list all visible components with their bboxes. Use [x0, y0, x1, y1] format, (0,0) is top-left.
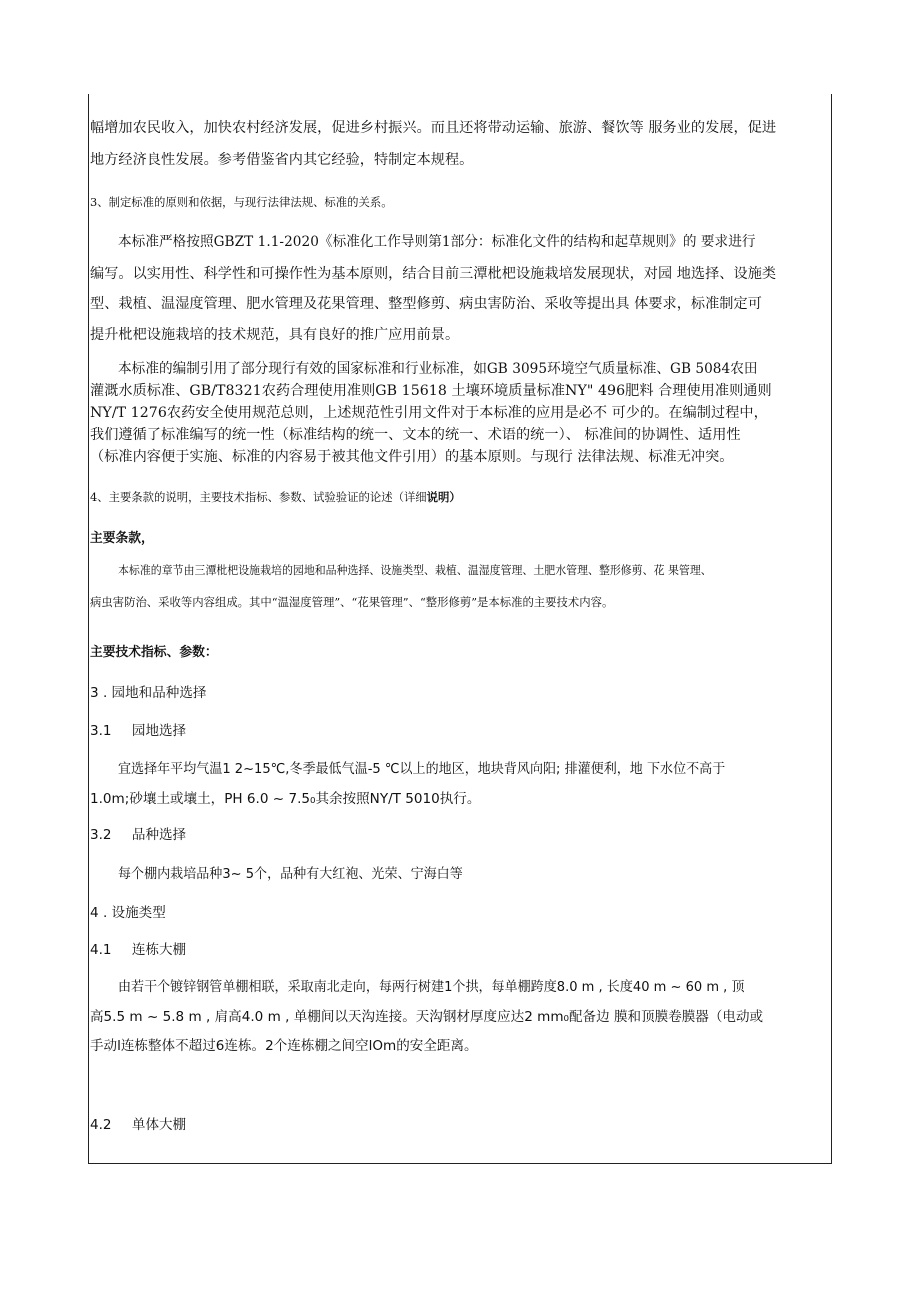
table-frame [88, 94, 832, 1164]
item-4-2-title: 单体大棚 [131, 1117, 187, 1133]
intro-line-1: 幅增加农民收入，加快农村经济发展，促进乡村振兴。而且还将带动运输、旅游、餐饮等 服务业的发展，促进 [90, 120, 777, 136]
clauses-text-line-2: 病虫害防治、采收等内容组成。其中“温湿度管理”、“花果管理”、“整形修剪”是本标准的主要技术内容。 [90, 595, 614, 609]
clauses-text-line-1: 本标准的章节由三潭枇杷设施栽培的园地和品种选择、设施类型、栽植、温湿度管理、土肥水管理、整形修剪、花 果管理、 [118, 563, 712, 577]
section-3-p2-line-4: 我们遵循了标准编写的统一性（标准结构的统一、文本的统一、术语的统一）、 标准间的协调性、适用性 [90, 427, 741, 443]
item-4-num: 4 [90, 905, 99, 921]
section-3-p1-line-2: 编写。以实用性、科学性和可操作性为基本原则，结合目前三潭枇杷设施栽培发展现状，对园 地选择、设施类 [90, 266, 777, 282]
section-4-heading [90, 489, 830, 505]
clauses-label: 主要条款， [90, 531, 154, 546]
item-4-2-num: 4.2 [90, 1117, 112, 1133]
section-3-p2-line-3: NY/T 1276农药安全使用规范总则，上述规范性引用文件对于本标准的应用是必不 可少的。在编制过程中， [90, 405, 768, 421]
section-3-heading: 3、制定标准的原则和依据，与现行法律法规、标准的关系。 [90, 195, 393, 209]
item-4-1-text-line-2: 高5.5 m ~ 5.8 m , 肩高4.0 m , 单棚间以天沟连接。天沟钢材厚度应达2 mm₀配备边 膜和顶膜卷膜器（电动或 [90, 1009, 764, 1025]
item-4-1-num: 4.1 [90, 942, 112, 958]
item-3-2-num: 3.2 [90, 827, 112, 843]
item-3-2-text: 每个棚内栽培品种3~ 5个，品种有大红袍、光荣、宁海白等 [118, 866, 463, 882]
section-3-p2-line-2: 灌溉水质标准、GB/T8321农药合理使用准则GB 15618 土壤环境质量标准NY" 496肥料 合理使用准则通则 [90, 383, 772, 399]
item-3-num: 3 [90, 685, 99, 701]
item-3-1-title: 园地选择 [131, 723, 187, 739]
item-4-title: . 设施类型 [98, 905, 166, 921]
section-4-heading-text: 4、主要条款的说明，主要技术指标、参数、试验验证的论述（详细 [90, 490, 427, 504]
item-4-1-text-line-1: 由若干个镀锌钢管单棚相联，采取南北走向，每两行树建1个拱，每单棚跨度8.0 m , 长度40 m ~ 60 m , 顶 [118, 979, 745, 995]
item-3-1-text-line-1: 宜选择年平均气温1 2~15℃,冬季最低气温-5 ℃以上的地区，地块背风向阳; 排灌便利，地 下水位不高于 [118, 761, 726, 777]
item-3-2-title: 品种选择 [131, 827, 187, 843]
section-3-p2-line-1: 本标准的编制引用了部分现行有效的国家标准和行业标准，如GB 3095环境空气质量标准、GB 5084农田 [118, 361, 758, 377]
section-3-p1-line-1: 本标准严格按照GBZT 1.1-2020《标准化工作导则第1部分：标准化文件的结构和起草规则》的 要求进行 [118, 234, 756, 250]
item-3-1-heading [90, 719, 830, 739]
intro-line-2: 地方经济良性发展。参考借鉴省内其它经验，特制定本规程。 [90, 152, 474, 168]
item-3-2-heading [90, 823, 830, 843]
item-4-2-heading [90, 1113, 830, 1133]
item-3-1-text-line-2: 1.0m;砂壤土或壤土，PH 6.0 ~ 7.5₀其余按照NY/T 5010执行。 [90, 791, 481, 807]
item-3-heading [90, 681, 830, 701]
section-3-p1-line-4: 提升枇杷设施栽培的技术规范，具有良好的推广应用前景。 [90, 327, 460, 343]
item-4-1-text-line-3: 手动l连栋整体不超过6连栋。2个连栋棚之间空lOm的安全距离。 [90, 1038, 478, 1054]
item-4-heading [90, 901, 830, 921]
item-4-1-heading [90, 938, 830, 958]
section-3-p2-line-5: （标准内容便于实施、标准的内容易于被其他文件引用）的基本原则。与现行 法律法规、标准无冲突。 [90, 449, 734, 465]
item-4-1-title: 连栋大棚 [131, 942, 187, 958]
params-label: 主要技术指标、参数： [90, 645, 218, 660]
item-3-title: . 园地和品种选择 [98, 685, 207, 701]
section-4-heading-bold: 说明） [426, 490, 461, 504]
section-3-p1-line-3: 型、栽植、温湿度管理、肥水管理及花果管理、整型修剪、病虫害防治、采收等提出具 体要求，标准制定可 [90, 296, 762, 312]
item-3-1-num: 3.1 [90, 723, 112, 739]
